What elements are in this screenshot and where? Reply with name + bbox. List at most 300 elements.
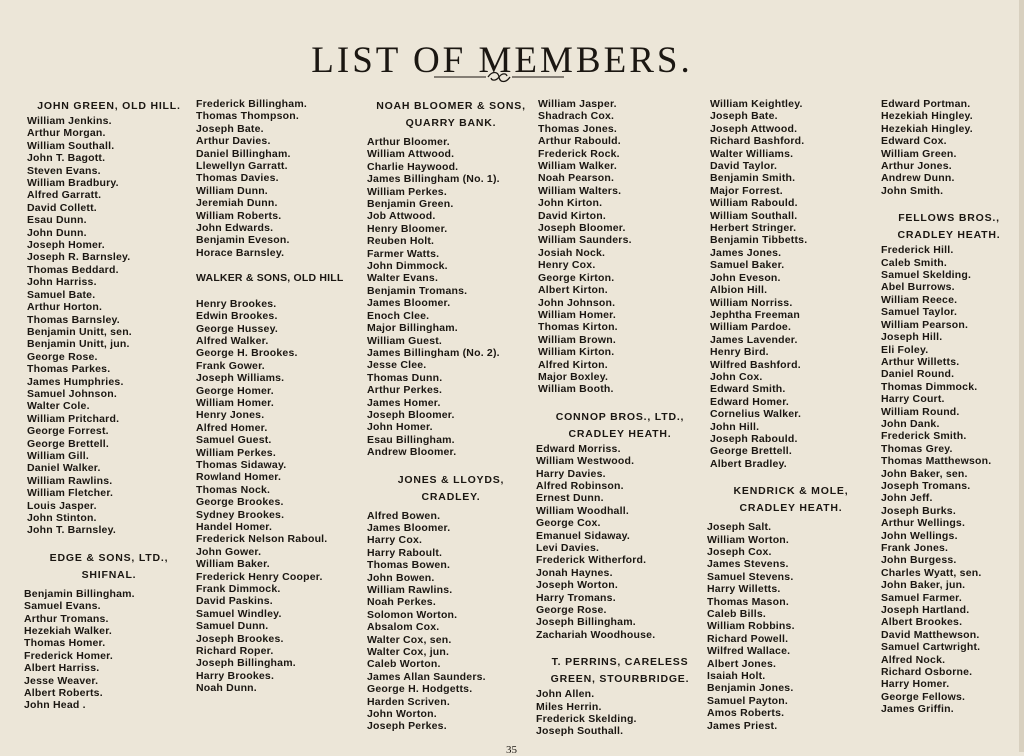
member-name: Joseph Perkes. bbox=[367, 720, 447, 733]
member-name: George Brettell. bbox=[710, 445, 792, 458]
member-name: Frank Gower. bbox=[196, 359, 265, 372]
member-name: Frederick Billingham. bbox=[196, 98, 307, 110]
member-name: George Brookes. bbox=[196, 496, 284, 509]
member-name: Arthur Wellings. bbox=[881, 517, 966, 530]
section-gap bbox=[196, 259, 368, 272]
page-spine bbox=[1019, 0, 1024, 752]
member-name: Frank Dimmock. bbox=[196, 583, 281, 596]
member-name: Job Attwood. bbox=[367, 210, 436, 223]
member-name: Richard Roper. bbox=[196, 645, 274, 658]
member-name: Arthur Morgan. bbox=[27, 127, 106, 140]
member-name: John Wellings. bbox=[881, 529, 958, 542]
member-name: Samuel Evans. bbox=[24, 600, 101, 613]
section-gap bbox=[196, 285, 368, 298]
member-name: Frederick Nelson Raboul. bbox=[196, 533, 328, 546]
member-name: George H. Brookes. bbox=[196, 347, 298, 360]
member-name: George Hussey. bbox=[196, 322, 278, 335]
member-name: John T. Bagott. bbox=[27, 152, 106, 165]
member-name: Harry Court. bbox=[881, 393, 945, 406]
member-name: Rowland Homer. bbox=[196, 471, 282, 484]
member-name: Frederick Skelding. bbox=[536, 713, 637, 726]
member-name: Steven Evans. bbox=[27, 164, 101, 177]
firm-heading: QUARRY BANK. bbox=[405, 117, 497, 129]
member-name: William Dunn. bbox=[196, 184, 268, 197]
member-name: James Bloomer. bbox=[367, 521, 451, 534]
member-name: Enoch Clee. bbox=[367, 309, 430, 322]
firm-heading: CRADLEY HEATH. bbox=[739, 502, 843, 515]
member-name: Ernest Dunn. bbox=[536, 492, 604, 505]
member-name: David Matthewson. bbox=[881, 628, 980, 641]
member-name: Wilfred Bashford. bbox=[710, 358, 801, 371]
member-name: Samuel Baker. bbox=[710, 259, 785, 272]
ornament-divider-icon bbox=[434, 70, 564, 84]
member-name: William Southall. bbox=[710, 209, 798, 222]
member-name: William Reece. bbox=[881, 293, 958, 306]
member-name: Isaiah Holt. bbox=[707, 670, 766, 683]
member-name: Albert Kirton. bbox=[538, 284, 608, 297]
member-name: Benjamin Unitt, jun. bbox=[27, 338, 130, 351]
member-name: Thomas Beddard. bbox=[27, 263, 119, 276]
member-name: Edwin Brookes. bbox=[196, 310, 278, 323]
member-name: Arthur Horton. bbox=[27, 301, 103, 314]
member-name: Herbert Stringer. bbox=[710, 222, 797, 235]
member-name: Edward Portman. bbox=[881, 98, 971, 110]
member-name: Joseph Homer. bbox=[27, 239, 105, 252]
member-name: Joseph Attwood. bbox=[710, 122, 798, 135]
member-name: Thomas Bowen. bbox=[367, 559, 451, 572]
member-name: Jonah Haynes. bbox=[536, 566, 613, 579]
member-name: William Gill. bbox=[27, 449, 90, 462]
member-name: Sydney Brookes. bbox=[196, 508, 285, 521]
member-name: William Perkes. bbox=[196, 446, 276, 459]
member-name: Benjamin Eveson. bbox=[196, 234, 290, 247]
member-name: Thomas Matthewson. bbox=[881, 455, 992, 468]
member-name: Joseph Billingham. bbox=[196, 657, 296, 670]
member-name: Walter Cox, sen. bbox=[367, 633, 452, 646]
member-name: George Rose. bbox=[27, 350, 98, 363]
member-name: William Baker. bbox=[196, 558, 270, 571]
member-name: Samuel Cartwright. bbox=[881, 641, 981, 654]
member-name: Albert Bradley. bbox=[710, 457, 787, 470]
member-name: Samuel Payton. bbox=[707, 694, 788, 707]
member-name: John Cox. bbox=[710, 370, 763, 383]
member-name: Alfred Homer. bbox=[196, 421, 268, 434]
member-name: John Allen. bbox=[536, 688, 595, 701]
member-name: Caleb Bills. bbox=[707, 608, 767, 621]
member-name: John T. Barnsley. bbox=[27, 524, 116, 537]
firm-heading: FELLOWS BROS., bbox=[898, 212, 1000, 225]
member-name: Thomas Kirton. bbox=[538, 321, 618, 334]
member-name: Joseph Hartland. bbox=[881, 604, 970, 617]
member-name: George H. Hodgetts. bbox=[367, 683, 473, 696]
firm-heading: GREEN, STOURBRIDGE. bbox=[550, 673, 690, 686]
member-name: Jephtha Freeman bbox=[710, 308, 800, 321]
member-name: Hezekiah Walker. bbox=[24, 625, 113, 638]
member-name: William Jasper. bbox=[538, 98, 617, 110]
member-name: John Kirton. bbox=[538, 197, 603, 210]
member-name: Harry Raboult. bbox=[367, 546, 443, 559]
member-name: Richard Bashford. bbox=[710, 135, 805, 148]
member-name: William Westwood. bbox=[536, 455, 635, 468]
member-column-5 bbox=[707, 98, 875, 732]
member-name: Richard Osborne. bbox=[881, 666, 973, 679]
member-name: Albert Jones. bbox=[707, 657, 777, 670]
member-name: Samuel Windley. bbox=[196, 607, 282, 620]
member-name: Handel Homer. bbox=[196, 521, 273, 533]
member-name: Thomas Nock. bbox=[196, 483, 271, 496]
member-name: Joseph Burks. bbox=[881, 504, 956, 517]
member-name: John Smith. bbox=[881, 184, 944, 197]
firm-heading: JONES & LLOYDS, bbox=[397, 473, 505, 486]
member-name: Harry Tromans. bbox=[536, 591, 616, 604]
member-name: Hezekiah Hingley. bbox=[881, 122, 973, 135]
member-name: William Green. bbox=[881, 147, 957, 160]
member-name: James Jones. bbox=[710, 246, 782, 259]
member-name: Edward Cox. bbox=[881, 135, 947, 148]
member-name: Frederick Rock. bbox=[538, 147, 620, 160]
member-name: Henry Cox. bbox=[538, 259, 596, 272]
member-name: Reuben Holt. bbox=[367, 235, 435, 248]
member-name: Joseph Bloomer. bbox=[538, 222, 626, 235]
member-name: William Pritchard. bbox=[27, 412, 120, 425]
member-name: John Eveson. bbox=[710, 271, 781, 284]
member-name: Harry Homer. bbox=[881, 678, 950, 691]
member-name: David Collett. bbox=[27, 201, 97, 214]
member-name: Joseph Hill. bbox=[881, 331, 943, 344]
member-column-2 bbox=[196, 98, 368, 695]
member-name: Shadrach Cox. bbox=[538, 110, 615, 123]
member-name: Albert Brookes. bbox=[881, 616, 963, 629]
member-name: Benjamin Unitt, sen. bbox=[27, 325, 132, 338]
member-name: John Worton. bbox=[367, 708, 437, 721]
member-name: James Homer. bbox=[367, 396, 441, 409]
firm-heading: CRADLEY HEATH. bbox=[897, 229, 1001, 242]
member-name: Major Billingham. bbox=[367, 322, 458, 335]
member-name: Joseph Bloomer. bbox=[367, 408, 455, 421]
member-name: John Head . bbox=[24, 699, 86, 712]
member-name: Major Boxley. bbox=[538, 370, 609, 383]
firm-heading: EDGE & SONS, LTD., bbox=[49, 551, 169, 564]
member-name: WALKER & SONS, OLD HILL bbox=[196, 272, 344, 285]
member-name: William Homer. bbox=[538, 308, 616, 321]
member-name: William Rawlins. bbox=[27, 474, 113, 487]
member-name: Frederick Hill. bbox=[881, 244, 954, 257]
member-name: William Guest. bbox=[367, 334, 443, 347]
member-name: Albert Roberts. bbox=[24, 687, 103, 700]
member-name: Harry Brookes. bbox=[196, 669, 275, 682]
member-name: Andrew Dunn. bbox=[881, 172, 955, 185]
member-name: Joseph Bate. bbox=[710, 110, 778, 123]
member-name: James Priest. bbox=[707, 719, 778, 732]
member-name: Edward Morriss. bbox=[536, 442, 621, 455]
member-name: Esau Dunn. bbox=[27, 214, 87, 227]
firm-heading: CRADLEY. bbox=[421, 490, 481, 503]
firm-heading: T. PERRINS, CARELESS bbox=[551, 656, 689, 669]
member-name: Samuel Skelding. bbox=[881, 269, 972, 282]
member-name: Andrew Bloomer. bbox=[367, 446, 457, 459]
member-name: Joseph Cox. bbox=[707, 546, 772, 558]
member-name: Thomas Barnsley. bbox=[27, 313, 120, 326]
member-name: Alfred Nock. bbox=[881, 653, 946, 666]
member-name: Charlie Haywood. bbox=[367, 160, 459, 173]
member-name: Joseph Southall. bbox=[536, 725, 624, 738]
member-name: William Pardoe. bbox=[710, 321, 792, 334]
member-name: Farmer Watts. bbox=[367, 247, 440, 260]
member-name: William Roberts. bbox=[196, 209, 282, 222]
member-name: Edward Smith. bbox=[710, 383, 786, 396]
member-name: John Baker, sen. bbox=[881, 467, 968, 480]
member-name: John Harriss. bbox=[27, 276, 97, 289]
member-name: Horace Barnsley. bbox=[196, 246, 285, 259]
member-name: Daniel Round. bbox=[881, 368, 955, 381]
section-gap bbox=[367, 459, 535, 472]
member-name: Thomas Dunn. bbox=[367, 371, 443, 384]
member-name: Henry Bloomer. bbox=[367, 222, 448, 235]
member-name: John Gower. bbox=[196, 545, 262, 558]
member-name: David Paskins. bbox=[196, 595, 273, 608]
section-gap bbox=[24, 537, 194, 550]
page-title: LIST OF MEMBERS. bbox=[311, 39, 693, 81]
member-name: William Round. bbox=[881, 405, 960, 418]
member-name: John Baker, jun. bbox=[881, 579, 966, 592]
member-column-6 bbox=[879, 98, 1019, 716]
member-name: George Kirton. bbox=[538, 271, 615, 284]
member-name: Samuel Dunn. bbox=[196, 620, 269, 633]
firm-heading: NOAH BLOOMER & SONS, bbox=[376, 100, 526, 112]
member-name: Samuel Taylor. bbox=[881, 306, 958, 319]
member-name: Thomas Grey. bbox=[881, 442, 953, 455]
member-name: Frederick Smith. bbox=[881, 430, 967, 443]
member-name: Noah Perkes. bbox=[367, 596, 436, 609]
member-name: Llewellyn Garratt. bbox=[196, 160, 288, 173]
member-name: Joseph Worton. bbox=[536, 579, 618, 592]
member-name: Thomas Parkes. bbox=[27, 363, 111, 376]
member-name: Esau Billingham. bbox=[367, 433, 455, 446]
member-name: Daniel Walker. bbox=[27, 462, 101, 475]
member-name: Joseph Tromans. bbox=[881, 479, 971, 492]
member-name: Joseph R. Barnsley. bbox=[27, 251, 131, 264]
member-name: William Booth. bbox=[538, 383, 614, 396]
member-name: Frederick Homer. bbox=[24, 649, 113, 662]
member-name: Arthur Bloomer. bbox=[367, 136, 450, 148]
member-name: Miles Herrin. bbox=[536, 700, 602, 713]
firm-heading: JOHN GREEN, OLD HILL. bbox=[37, 100, 181, 112]
member-name: John Dank. bbox=[881, 417, 940, 430]
member-name: Joseph Rabould. bbox=[710, 432, 798, 445]
member-name: Joseph Bate. bbox=[196, 122, 264, 135]
member-name: Thomas Mason. bbox=[707, 595, 789, 608]
member-name: Alfred Garratt. bbox=[27, 189, 102, 202]
member-name: Wilfred Wallace. bbox=[707, 645, 791, 658]
member-name: Eli Foley. bbox=[881, 343, 929, 356]
member-name: Caleb Worton. bbox=[367, 658, 441, 671]
member-name: Alfred Walker. bbox=[196, 334, 269, 347]
member-name: William Attwood. bbox=[367, 148, 455, 161]
member-name: Alfred Bowen. bbox=[367, 509, 441, 522]
member-name: William Bradbury. bbox=[27, 177, 119, 190]
member-name: Benjamin Billingham. bbox=[24, 587, 135, 600]
member-name: Walter Cox, jun. bbox=[367, 646, 450, 659]
member-name: James Humphries. bbox=[27, 375, 124, 388]
member-name: Walter Cole. bbox=[27, 400, 90, 413]
member-name: Daniel Billingham. bbox=[196, 147, 291, 160]
member-column-3 bbox=[367, 98, 535, 733]
member-name: William Saunders. bbox=[538, 234, 632, 247]
member-name: Arthur Tromans. bbox=[24, 612, 109, 625]
section-gap bbox=[707, 470, 875, 483]
member-name: Levi Davies. bbox=[536, 542, 600, 554]
member-name: Frederick Henry Cooper. bbox=[196, 570, 323, 583]
member-name: Jesse Weaver. bbox=[24, 674, 99, 687]
member-name: Hezekiah Hingley. bbox=[881, 110, 973, 123]
member-name: David Taylor. bbox=[710, 160, 778, 173]
member-name: Zachariah Woodhouse. bbox=[536, 628, 656, 641]
member-name: George Brettell. bbox=[27, 437, 109, 450]
page-number: 35 bbox=[506, 744, 517, 756]
member-name: Samuel Bate. bbox=[27, 288, 96, 301]
member-column-1 bbox=[24, 98, 194, 712]
member-name: Harry Willetts. bbox=[707, 583, 781, 596]
member-name: William Pearson. bbox=[881, 318, 969, 331]
member-name: William Homer. bbox=[196, 396, 274, 409]
member-name: Noah Dunn. bbox=[196, 682, 257, 695]
member-name: Edward Homer. bbox=[710, 395, 790, 408]
member-name: James Griffin. bbox=[881, 703, 954, 716]
member-name: Solomon Worton. bbox=[367, 608, 458, 621]
member-name: George Homer. bbox=[196, 384, 274, 397]
member-name: Frank Jones. bbox=[881, 542, 949, 554]
member-name: George Cox. bbox=[536, 517, 601, 530]
member-name: Jesse Clee. bbox=[367, 359, 427, 372]
member-name: Alfred Robinson. bbox=[536, 479, 624, 492]
member-name: William Rabould. bbox=[710, 197, 798, 210]
member-name: John Homer. bbox=[367, 421, 433, 434]
member-name: Thomas Homer. bbox=[24, 637, 106, 650]
member-column-4 bbox=[536, 98, 704, 738]
member-name: William Walters. bbox=[538, 184, 622, 197]
firm-heading: CRADLEY HEATH. bbox=[568, 427, 672, 440]
member-name: Albion Hill. bbox=[710, 284, 768, 297]
member-name: James Billingham (No. 2). bbox=[367, 346, 500, 359]
member-name: James Billingham (No. 1). bbox=[367, 173, 500, 186]
member-name: Benjamin Tromans. bbox=[367, 284, 468, 297]
firm-heading: KENDRICK & MOLE, bbox=[733, 485, 849, 498]
member-name: James Stevens. bbox=[707, 558, 789, 571]
member-name: Walter Williams. bbox=[710, 147, 794, 160]
member-name: Samuel Stevens. bbox=[707, 570, 794, 583]
member-name: Emanuel Sidaway. bbox=[536, 529, 631, 542]
member-name: David Kirton. bbox=[538, 209, 606, 222]
member-name: Harry Davies. bbox=[536, 467, 606, 480]
member-name: Abel Burrows. bbox=[881, 281, 955, 294]
member-name: Samuel Johnson. bbox=[27, 387, 117, 400]
member-name: Joseph Salt. bbox=[707, 521, 772, 534]
member-name: Arthur Rabould. bbox=[538, 135, 621, 148]
member-name: Arthur Jones. bbox=[881, 160, 952, 173]
member-name: William Rawlins. bbox=[367, 584, 453, 596]
member-name: Henry Brookes. bbox=[196, 297, 277, 310]
member-name: Thomas Sidaway. bbox=[196, 458, 287, 471]
member-name: Benjamin Green. bbox=[367, 198, 454, 211]
member-name: William Perkes. bbox=[367, 185, 447, 198]
member-name: Henry Jones. bbox=[196, 409, 265, 422]
member-name: Thomas Davies. bbox=[196, 172, 279, 185]
member-name: John Stinton. bbox=[27, 512, 97, 524]
member-name: William Brown. bbox=[538, 333, 616, 346]
member-name: Cornelius Walker. bbox=[710, 408, 802, 421]
member-name: William Worton. bbox=[707, 533, 790, 546]
member-name: John Dimmock. bbox=[367, 260, 448, 273]
member-name: Thomas Jones. bbox=[538, 122, 618, 135]
member-name: Joseph Brookes. bbox=[196, 632, 284, 645]
section-gap bbox=[536, 641, 704, 654]
member-name: John Dunn. bbox=[27, 226, 87, 239]
member-name: Harry Cox. bbox=[367, 534, 423, 547]
member-name: Josiah Nock. bbox=[538, 246, 606, 259]
member-name: Arthur Davies. bbox=[196, 135, 271, 148]
section-gap bbox=[879, 197, 1019, 210]
member-name: George Forrest. bbox=[27, 425, 109, 438]
member-name: Walter Evans. bbox=[367, 272, 439, 285]
member-name: William Keightley. bbox=[710, 98, 803, 110]
member-name: Caleb Smith. bbox=[881, 256, 947, 269]
member-name: William Walker. bbox=[538, 160, 617, 173]
member-name: Absalom Cox. bbox=[367, 621, 440, 634]
member-name: Frederick Witherford. bbox=[536, 554, 647, 567]
member-name: Alfred Kirton. bbox=[538, 358, 608, 371]
member-name: William Southall. bbox=[27, 139, 115, 152]
member-name: John Bowen. bbox=[367, 571, 435, 584]
member-name: William Jenkins. bbox=[27, 115, 112, 127]
member-name: Thomas Thompson. bbox=[196, 110, 299, 123]
member-name: Arthur Willetts. bbox=[881, 355, 960, 368]
member-name: William Robbins. bbox=[707, 620, 795, 633]
member-name: James Allan Saunders. bbox=[367, 670, 486, 683]
member-name: Richard Powell. bbox=[707, 632, 789, 645]
member-name: Samuel Guest. bbox=[196, 434, 272, 447]
member-name: John Jeff. bbox=[881, 492, 933, 505]
member-name: Samuel Farmer. bbox=[881, 591, 963, 604]
member-name: Jeremiah Dunn. bbox=[196, 197, 278, 210]
member-name: Charles Wyatt, sen. bbox=[881, 566, 982, 579]
member-name: Benjamin Smith. bbox=[710, 172, 796, 185]
member-name: Benjamin Tibbetts. bbox=[710, 234, 808, 247]
member-name: William Kirton. bbox=[538, 346, 615, 359]
member-name: Amos Roberts. bbox=[707, 707, 785, 720]
member-name: William Woodhall. bbox=[536, 504, 629, 517]
member-name: George Fellows. bbox=[881, 690, 966, 703]
member-name: Thomas Dimmock. bbox=[881, 380, 978, 393]
member-name: Arthur Perkes. bbox=[367, 384, 443, 397]
section-gap bbox=[536, 396, 704, 409]
firm-heading: SHIFNAL. bbox=[81, 568, 137, 581]
member-name: Joseph Williams. bbox=[196, 372, 285, 385]
member-name: James Bloomer. bbox=[367, 297, 451, 310]
member-name: Major Forrest. bbox=[710, 184, 783, 197]
member-name: Albert Harriss. bbox=[24, 662, 100, 675]
member-name: William Fletcher. bbox=[27, 487, 114, 500]
member-name: John Johnson. bbox=[538, 296, 616, 309]
member-name: James Lavender. bbox=[710, 333, 798, 346]
firm-heading: CONNOP BROS., LTD., bbox=[555, 410, 685, 423]
member-name: George Rose. bbox=[536, 604, 607, 617]
member-name: Benjamin Jones. bbox=[707, 682, 794, 695]
member-name: William Norriss. bbox=[710, 296, 793, 309]
member-name: Joseph Billingham. bbox=[536, 616, 636, 629]
member-name: John Burgess. bbox=[881, 554, 957, 567]
member-name: Noah Pearson. bbox=[538, 172, 615, 185]
member-name: Harden Scriven. bbox=[367, 695, 450, 708]
